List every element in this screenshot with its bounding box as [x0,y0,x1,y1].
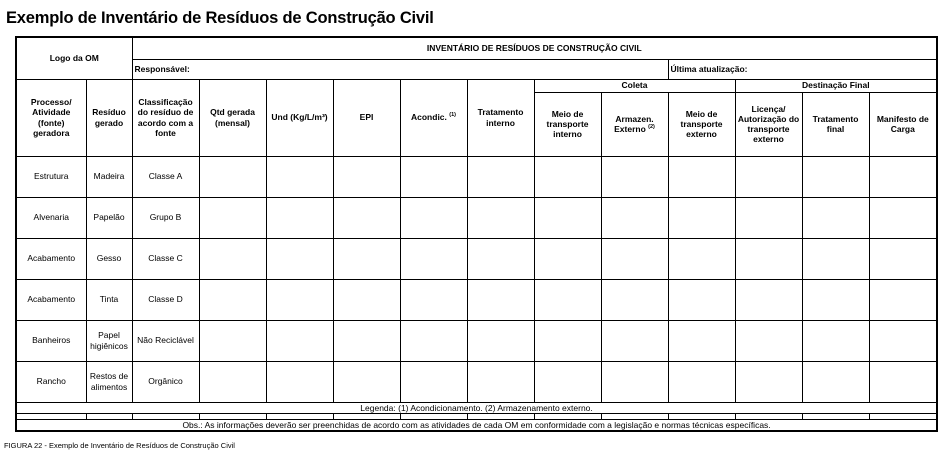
cell-armazen[interactable] [601,197,668,238]
inventory-title: INVENTÁRIO DE RESÍDUOS DE CONSTRUÇÃO CIVIL [132,37,937,59]
cell-armazen[interactable] [601,238,668,279]
cell-qtd[interactable] [199,361,266,402]
cell-classificacao: Classe D [132,279,199,320]
cell-qtd[interactable] [199,320,266,361]
legend-text: Legenda: (1) Acondicionamento. (2) Armazenamento externo. [16,402,937,413]
cell-qtd[interactable] [199,156,266,197]
cell-tratamento-final[interactable] [802,279,869,320]
logo-cell: Logo da OM [16,37,132,79]
header-epi: EPI [333,79,400,156]
header-und: Und (Kg/L/m³) [266,79,333,156]
cell-manifesto[interactable] [869,156,937,197]
table-row [16,361,937,402]
cell-qtd[interactable] [199,279,266,320]
cell-licenca[interactable] [735,238,802,279]
cell-licenca[interactable] [735,156,802,197]
header-classificacao: Classificação do resíduo de acordo com a fonte [132,79,199,156]
cell-meio-externo[interactable] [668,238,735,279]
cell-acondic[interactable] [400,156,467,197]
cell-acondic[interactable] [400,320,467,361]
cell-manifesto[interactable] [869,238,937,279]
header-acondic-note: (1) [449,112,457,119]
header-armazen [601,92,668,156]
cell-classificacao: Não Reciclável [132,320,199,361]
cell-epi[interactable] [333,279,400,320]
page-title: Exemplo de Inventário de Resíduos de Construção Civil [6,9,434,27]
cell-manifesto[interactable] [869,361,937,402]
responsible-label: Responsável: [132,59,668,79]
obs-text: Obs.: As informações deverão ser preenchidas de acordo com as atividades de cada OM em conformidade com a legislação e normas técnicas específicas. [16,419,937,431]
last-update-label: Última atualização: [668,59,937,79]
header-processo: Processo/ Atividade (fonte) geradora [16,79,86,156]
cell-processo: Estrutura [16,156,86,197]
cell-residuo: Madeira [86,156,132,197]
cell-meio-interno[interactable] [534,197,601,238]
table-row [16,279,937,320]
cell-meio-interno[interactable] [534,361,601,402]
cell-acondic[interactable] [400,279,467,320]
cell-epi[interactable] [333,361,400,402]
table-row [16,156,937,197]
cell-licenca[interactable] [735,197,802,238]
header-residuo: Resíduo gerado [86,79,132,156]
cell-tratamento-interno[interactable] [467,320,534,361]
cell-und[interactable] [266,197,333,238]
cell-tratamento-interno[interactable] [467,238,534,279]
cell-meio-externo[interactable] [668,320,735,361]
cell-tratamento-interno[interactable] [467,361,534,402]
cell-epi[interactable] [333,156,400,197]
cell-tratamento-final[interactable] [802,156,869,197]
cell-armazen[interactable] [601,361,668,402]
cell-und[interactable] [266,156,333,197]
figure-caption: FIGURA 22 - Exemplo de Inventário de Resíduos de Construção Civil [4,441,235,450]
header-manifesto: Manifesto de Carga [869,92,937,156]
cell-classificacao: Grupo B [132,197,199,238]
group-coleta: Coleta [534,79,735,92]
cell-meio-interno[interactable] [534,279,601,320]
cell-meio-interno[interactable] [534,238,601,279]
cell-classificacao: Orgânico [132,361,199,402]
cell-licenca[interactable] [735,279,802,320]
cell-meio-externo[interactable] [668,279,735,320]
cell-meio-interno[interactable] [534,320,601,361]
cell-armazen[interactable] [601,320,668,361]
cell-tratamento-final[interactable] [802,361,869,402]
cell-acondic[interactable] [400,361,467,402]
header-qtd: Qtd gerada (mensal) [199,79,266,156]
cell-processo: Banheiros [16,320,86,361]
header-tratamento-final: Tratamento final [802,92,869,156]
header-armazen-note: (2) [648,124,655,131]
header-meio-interno: Meio de transporte interno [534,92,601,156]
cell-epi[interactable] [333,238,400,279]
cell-processo: Acabamento [16,238,86,279]
cell-manifesto[interactable] [869,197,937,238]
cell-classificacao: Classe A [132,156,199,197]
cell-licenca[interactable] [735,320,802,361]
cell-und[interactable] [266,320,333,361]
cell-processo: Alvenaria [16,197,86,238]
cell-manifesto[interactable] [869,320,937,361]
cell-tratamento-final[interactable] [802,320,869,361]
cell-classificacao: Classe C [132,238,199,279]
cell-processo: Acabamento [16,279,86,320]
cell-licenca[interactable] [735,361,802,402]
header-licenca: Licença/ Autorização do transporte externo [735,92,802,156]
cell-tratamento-interno[interactable] [467,279,534,320]
cell-tratamento-final[interactable] [802,238,869,279]
cell-meio-interno[interactable] [534,156,601,197]
header-tratamento-interno: Tratamento interno [467,79,534,156]
cell-meio-externo[interactable] [668,156,735,197]
group-destinacao: Destinação Final [735,79,937,92]
cell-residuo: Tinta [86,279,132,320]
cell-manifesto[interactable] [869,279,937,320]
header-meio-externo: Meio de transporte externo [668,92,735,156]
cell-und[interactable] [266,279,333,320]
cell-meio-externo[interactable] [668,197,735,238]
cell-qtd[interactable] [199,238,266,279]
header-armazen-label: Armazen. Externo [614,113,654,134]
cell-und[interactable] [266,238,333,279]
cell-und[interactable] [266,361,333,402]
cell-epi[interactable] [333,320,400,361]
cell-acondic[interactable] [400,238,467,279]
cell-tratamento-final[interactable] [802,197,869,238]
header-acondic-label: Acondic. [411,112,447,123]
cell-meio-externo[interactable] [668,361,735,402]
table-row [16,197,937,238]
cell-tratamento-interno[interactable] [467,197,534,238]
cell-armazen[interactable] [601,156,668,197]
cell-processo: Rancho [16,361,86,402]
cell-residuo: Papelão [86,197,132,238]
cell-qtd[interactable] [199,197,266,238]
table-row [16,238,937,279]
table-row [16,320,937,361]
cell-epi[interactable] [333,197,400,238]
cell-acondic[interactable] [400,197,467,238]
cell-armazen[interactable] [601,279,668,320]
cell-residuo: Papel higiênicos [86,320,132,361]
inventory-table [15,36,938,432]
cell-residuo: Restos de alimentos [86,361,132,402]
header-acondic [400,79,467,156]
cell-residuo: Gesso [86,238,132,279]
cell-tratamento-interno[interactable] [467,156,534,197]
